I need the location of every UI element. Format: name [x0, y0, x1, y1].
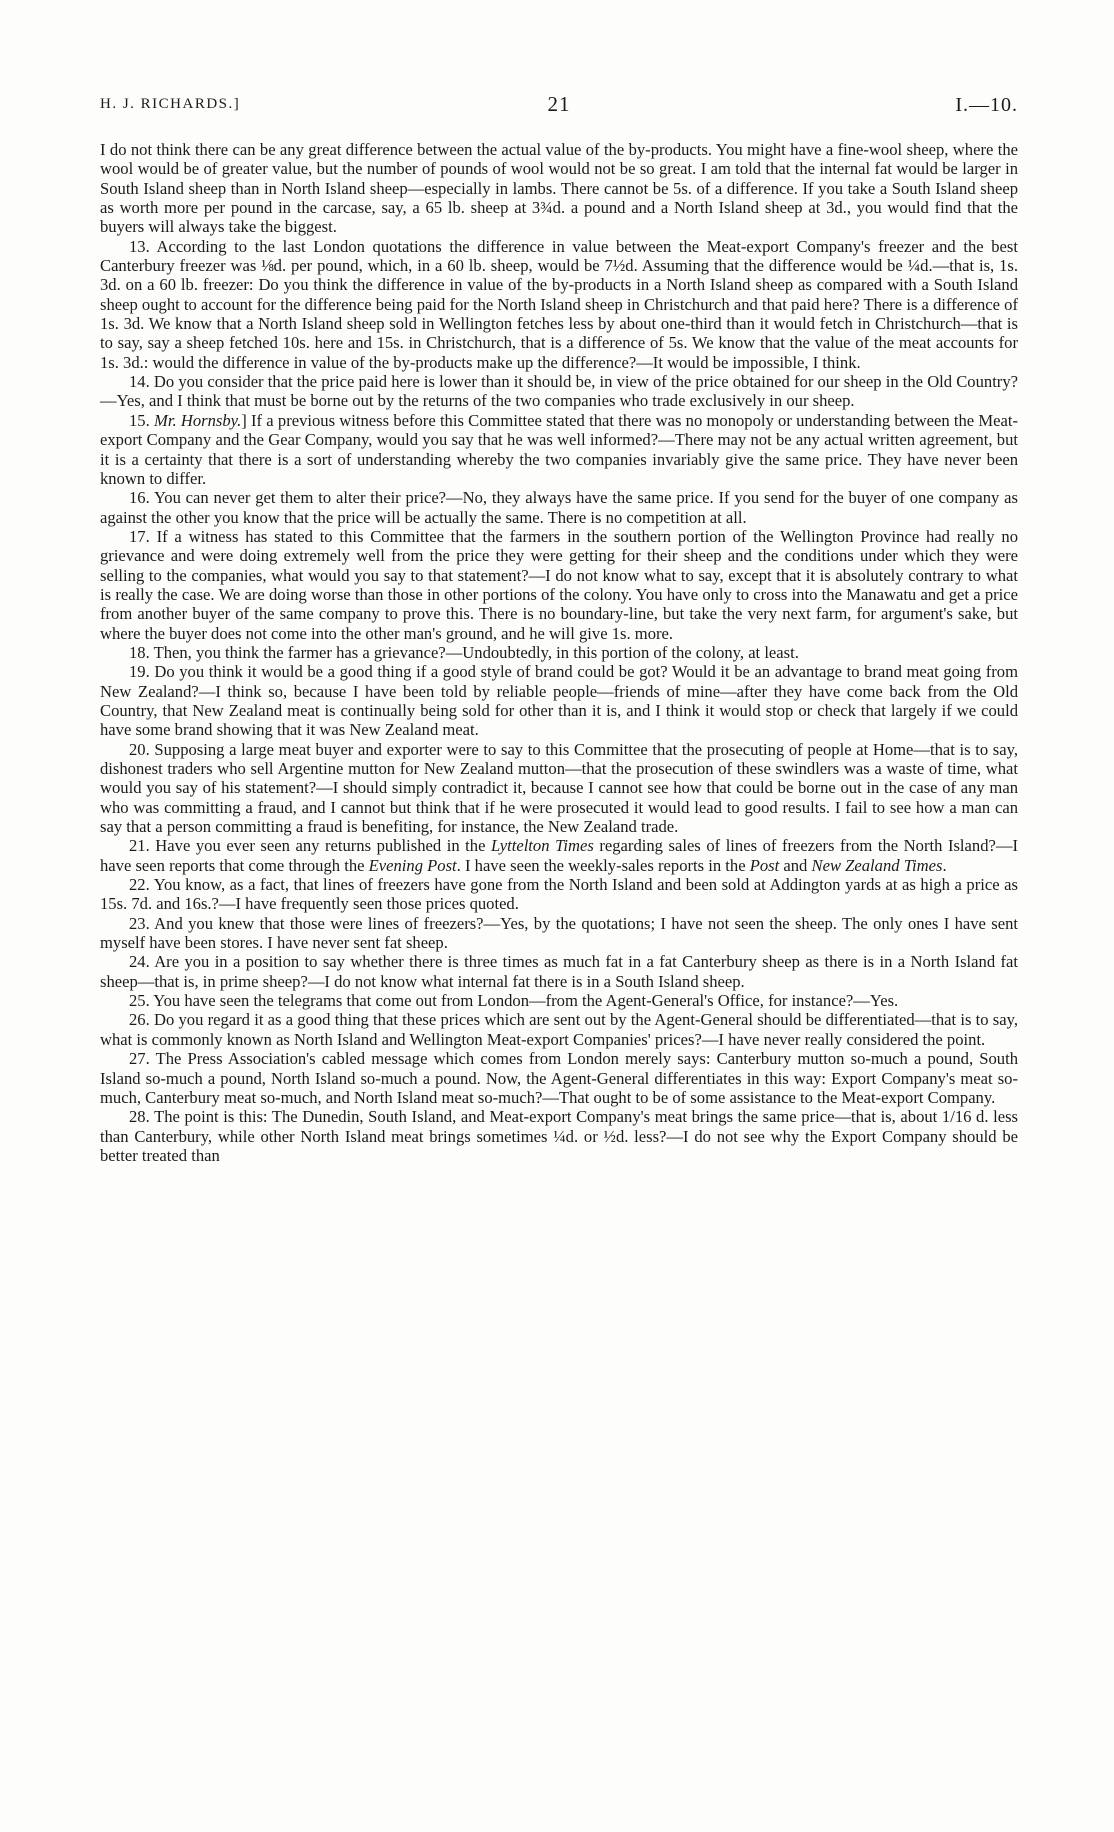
page-number: 21 — [547, 92, 571, 116]
document-body — [100, 140, 1018, 1165]
paragraph: 20. Supposing a large meat buyer and exporter were to say to this Committee that the prosecuting of people at Home—that is to say, dishonest traders who sell Argentine mutton for New Zealand mutton—that the prosecution of these swindlers was a waste of time, what would you say of his statement?—I should simply contradict it, because I cannot see how that could be borne out in the case of any man who was committing a fraud, and I cannot but think that if he were prosecuted it would lead to good results. I fail to see how a man can say that a person committing a fraud is benefiting, for instance, the New Zealand trade. — [100, 739, 1018, 837]
witness-name-header: H. J. RICHARDS.] — [100, 96, 241, 112]
paragraph: 26. Do you regard it as a good thing that these prices which are sent out by the Agent-General should be differentiated—that is to say, what is commonly known as North Island and Wellington Meat-export Companies' prices?—I have never really considered the point. — [100, 1010, 1018, 1049]
newspaper-title: Lyttelton Times — [491, 836, 594, 856]
paragraph-text: and — [779, 855, 812, 875]
paragraph: 25. You have seen the telegrams that come out from London—from the Agent-General's Office, for instance?—Yes. — [129, 991, 899, 1011]
paragraph: 19. Do you think it would be a good thing if a good style of brand could be got? Would it be an advantage to brand meat going from New Zealand?—I think so, because I have been told by reliable people—friends of mine—after they have come back from the Old Country, that New Zealand meat is continually being sold for other than it is, and I think it would stop or check that largely if we could have some brand showing that it was New Zealand meat. — [100, 662, 1018, 740]
paragraph: 27. The Press Association's cabled message which comes from London merely says: Canterbury mutton so-much a pound, South Island so-much a pound, North Island so-much a pound. Now, the Agent-General differentiates in this way: Export Company's meat so-much, Canterbury meat so-much, and North Island meat so-much?—That ought to be of some assistance to the Meat-export Company. — [100, 1049, 1018, 1107]
speaker-name: Mr. Hornsby. — [154, 410, 242, 430]
page-header — [100, 92, 1018, 132]
paragraph — [100, 411, 1018, 488]
paragraph: 28. The point is this: The Dunedin, South Island, and Meat-export Company's meat brings the same price—that is, about 1/16 d. less than Canterbury, while other North Island meat brings sometimes ¼d. or ½d. less?—I do not see why the Export Company should be better treated than — [100, 1107, 1018, 1165]
paragraph: 14. Do you consider that the price paid here is lower than it should be, in view of the price obtained for our sheep in the Old Country?—Yes, and I think that must be borne out by the returns of the two companies who trade exclusively in our sheep. — [100, 372, 1018, 411]
paragraph-text: . I have seen the weekly-sales reports in the — [456, 855, 750, 875]
paragraph: I do not think there can be any great difference between the actual value of the by-products. You might have a fine-wool sheep, where the wool would be of greater value, but the number of pounds of wool would not be so great. I am told that the internal fat would be larger in South Island sheep than in North Island sheep—especially in lambs. There cannot be 5s. of a difference. If you take a South Island sheep as worth more per pound in the carcase, say, a 65 lb. sheep at 3¾d. a pound and a North Island sheep at 3d., you would find that the buyers will always take the biggest. — [100, 140, 1018, 237]
paragraph: 17. If a witness has stated to this Committee that the farmers in the southern portion of the Wellington Province had really no grievance and were doing extremely well from the price they were getting for their sheep and the conditions under which they were selling to the companies, what would you say to that statement?—I do not know what to say, except that it is absolutely contrary to what is really the case. We are doing worse than those in other portions of the colony. You have only to cross into the Manawatu and get a price from another buyer of the same company to prove this. There is no boundary-line, but take the very next farm, for argument's sake, but where the buyer does not come into the other man's ground, and he will give 1s. more. — [100, 526, 1018, 643]
newspaper-title: New Zealand Times — [811, 855, 943, 875]
paragraph-number: 15. — [129, 410, 154, 430]
paragraph: 16. You can never get them to alter their price?—No, they always have the same price. If you send for the buyer of one company as against the other you know that the price will be actually the same. There is no competition at all. — [100, 488, 1018, 527]
paragraph-text: regarding sales of lines of freezers from the North Island?—I have seen reports that come through the — [100, 836, 1018, 875]
newspaper-title: Post — [749, 855, 780, 875]
paragraph: 13. According to the last London quotations the difference in value between the Meat-export Company's freezer and the best Canterbury freezer was ⅛d. per pound, which, in a 60 lb. sheep, would be 7½d. Assuming that the difference would be ¼d.—that is, 1s. 3d. on a 60 lb. freezer: Do you think the difference in value of the by-products in a North Island sheep as compared with a South Island sheep ought to account for the difference being paid for the North Island sheep in Christchurch and that paid here? There is a difference of 1s. 3d. We know that a North Island sheep sold in Wellington fetches less by about one-third than it would fetch in Christchurch—that is to say, say a sheep fetched 10s. here and 15s. in Christchurch, that is a difference of 5s. We know that the value of the meat accounts for 1s. 3d.: would the difference in value of the by-products make up the difference?—It would be impossible, I think. — [100, 236, 1018, 372]
paragraph: 23. And you knew that those were lines of freezers?—Yes, by the quotations; I have not seen the sheep. The only ones I have sent myself have been stores. I have never sent fat sheep. — [100, 913, 1018, 953]
document-reference: I.—10. — [955, 94, 1018, 116]
paragraph-text: 21. Have you ever seen any returns published in the — [129, 836, 492, 856]
paragraph: 24. Are you in a position to say whether there is three times as much fat in a fat Canterbury sheep as there is in a North Island fat sheep—that is, in prime sheep?—I do not know what internal fat there is in a South Island sheep. — [100, 952, 1018, 991]
paragraph — [100, 836, 1018, 875]
paragraph: 18. Then, you think the farmer has a grievance?—Undoubtedly, in this portion of the colony, at least. — [129, 642, 799, 662]
paragraph: 22. You know, as a fact, that lines of freezers have gone from the North Island and been sold at Addington yards at as high a price as 15s. 7d. and 16s.?—I have frequently seen those prices quoted. — [100, 875, 1018, 914]
newspaper-title: Evening Post — [368, 855, 457, 875]
paragraph-text: ] If a previous witness before this Committee stated that there was no monopoly or understanding between the Meat-export Company and the Gear Company, would you say that he was well informed?—There may not be any actual written agreement, but it is a certainty that there is a sort of understanding whereby the two companies invariably give the same price. They have never been known to differ. — [100, 410, 1019, 488]
paragraph-text: . — [942, 855, 947, 875]
